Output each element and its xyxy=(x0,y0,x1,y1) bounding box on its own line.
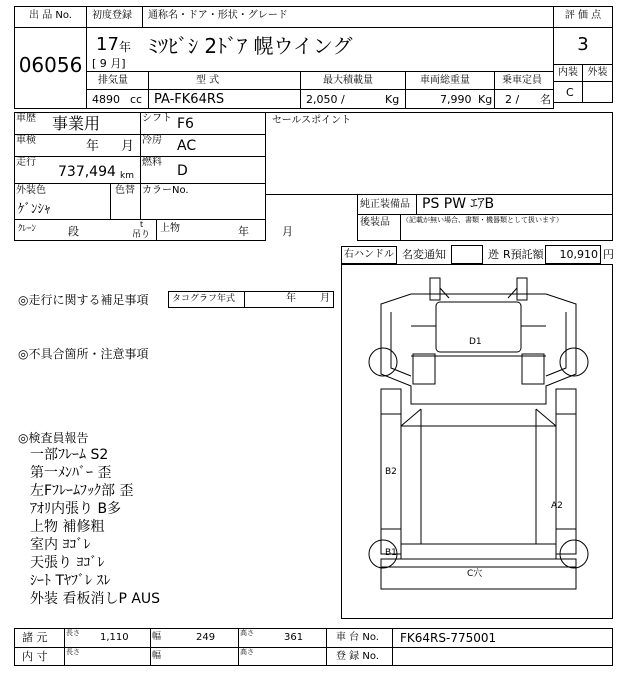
recycle-amount: 10,910 xyxy=(559,248,598,261)
inspection-year: 年 xyxy=(86,139,100,154)
cargo-body-shape xyxy=(401,404,556,559)
displacement-label: 排気量 xyxy=(98,75,128,86)
aftermarket-note: （記載が無い場合、書類・機器類として扱います） xyxy=(402,216,563,224)
tachograph-month: 月 xyxy=(320,293,330,304)
crane-dan: 段 xyxy=(68,225,79,238)
inspector-line: 第一ﾒﾝﾊﾞｰ 歪 xyxy=(30,465,112,481)
gross-weight: 7,990 xyxy=(440,93,472,106)
aftermarket-label: 後装品 xyxy=(360,217,390,228)
inner-length-label: 長さ xyxy=(66,648,80,656)
history-label: 車歴 xyxy=(16,113,36,124)
height-value: 361 xyxy=(284,632,304,643)
color-label: 外装色 xyxy=(16,185,46,196)
year-unit: 年 xyxy=(119,40,132,54)
inspector-line: 天張り ﾖｺﾞﾚ xyxy=(30,555,105,571)
name-label: 通称名・ドア・形状・グレード xyxy=(148,10,288,21)
crane-hanging: 吊り xyxy=(132,230,151,240)
rating-label: 評 価 点 xyxy=(564,10,602,21)
mileage: 737,494 xyxy=(58,164,116,180)
mileage-label: 走行 xyxy=(16,157,36,168)
mileage-unit: km xyxy=(120,171,134,181)
tachograph-label: タコグラフ年式 xyxy=(172,294,236,304)
inspector-line: ｼｰﾄ Tﾔﾌﾞﾚ ｽﾚ xyxy=(30,573,111,589)
inspector-line: 左Fﾌﾚｰﾑﾌｯｸ部 歪 xyxy=(30,483,134,499)
capacity-unit: 名 xyxy=(540,93,551,106)
max-load: 2,050 / xyxy=(306,93,345,106)
exterior-grade-cell xyxy=(582,81,613,103)
damage-mark: A2 xyxy=(551,501,563,511)
upper-year: 年 xyxy=(238,225,249,238)
inner-width-label: 幅 xyxy=(152,651,162,661)
yen-label: 円 xyxy=(603,248,614,261)
front-left-wheel-shape xyxy=(369,348,397,376)
inner-dims-label: 内 寸 xyxy=(22,650,48,663)
name-change-label: 名変通知 xyxy=(402,248,446,261)
history: 事業用 xyxy=(52,114,101,133)
recycle-label: R預託額 xyxy=(503,248,544,261)
lot-label: 出 品 No. xyxy=(29,10,72,21)
length-label: 長さ xyxy=(66,629,80,637)
inspector-line: 一部ﾌﾚｰﾑ S2 xyxy=(30,447,109,463)
upper-label: 上物 xyxy=(160,223,180,234)
shift: F6 xyxy=(177,116,194,132)
width-label: 幅 xyxy=(152,632,162,642)
registration-label: 登 録 No. xyxy=(336,651,379,662)
max-load-label: 最大積載量 xyxy=(323,75,373,86)
driving-notes-title: ◎走行に関する補足事項 xyxy=(18,293,149,307)
sales-point-label: セールスポイント xyxy=(272,115,352,126)
inspector-line: ｱｵﾘ内張り B多 xyxy=(30,501,122,517)
damage-mark: B1 xyxy=(385,548,397,558)
right-door-window-shape xyxy=(522,354,544,384)
shift-label: シフト xyxy=(142,113,172,124)
inspector-line: 室内 ﾖｺﾞﾚ xyxy=(30,537,91,553)
capacity: 2 / xyxy=(505,93,520,106)
color-change-label: 色替 xyxy=(115,185,135,196)
standard-label: 純正装備品 xyxy=(360,199,410,210)
inspection-month: 月 xyxy=(121,139,135,154)
right-mirror-shape xyxy=(517,278,527,300)
crane-t: t xyxy=(140,220,144,229)
height-label: 高さ xyxy=(240,629,254,637)
chassis-number: FK64RS-775001 xyxy=(400,631,497,645)
crane-label: ｸﾚｰﾝ xyxy=(18,224,37,234)
inner-height-label: 高さ xyxy=(240,648,254,656)
first-reg-label: 初度登録 xyxy=(92,10,132,21)
upper-month: 月 xyxy=(282,225,293,238)
inspection-label: 車検 xyxy=(16,135,36,146)
fuel: D xyxy=(177,163,188,179)
color-code-label: カラーNo. xyxy=(142,185,189,196)
front-right-wheel-shape xyxy=(560,348,588,376)
capacity-label: 乗車定員 xyxy=(502,75,542,86)
first-reg-month: [ 9 月] xyxy=(92,57,126,70)
length-value: 1,110 xyxy=(100,632,129,643)
inspector-line: 外装 看板消しP AUS xyxy=(30,591,161,607)
yen-mark: 迯 xyxy=(488,248,499,261)
first-reg-year: 17 xyxy=(96,34,119,55)
model-label: 型 式 xyxy=(196,75,220,86)
damage-mark: C穴 xyxy=(467,569,483,579)
gross-weight-label: 車両総重量 xyxy=(420,75,470,86)
inspector-line: 上物 補修粗 xyxy=(30,519,105,535)
ac-label: 冷房 xyxy=(142,135,162,146)
displacement-unit: cc xyxy=(130,93,143,106)
standard-equipment: PS PW ｴｱB xyxy=(422,196,495,212)
left-mirror-shape xyxy=(430,278,440,300)
damage-mark: D1 xyxy=(469,337,482,347)
defects-title: ◎不具合箇所・注意事項 xyxy=(18,347,149,361)
vehicle-name: ﾐﾂﾋﾞｼ 2ﾄﾞｱ 幌ウイング xyxy=(148,34,353,58)
chassis-label: 車 台 No. xyxy=(336,632,379,643)
inspector-title: ◎検査員報告 xyxy=(18,431,89,445)
tachograph-year: 年 xyxy=(286,293,296,304)
dims-label: 諸 元 xyxy=(22,631,48,644)
interior-grade: C xyxy=(566,86,574,99)
color: ｹﾞﾝｼｬ xyxy=(18,202,51,217)
rating-value: 3 xyxy=(577,34,589,55)
gross-weight-unit: Kg xyxy=(478,93,493,106)
exterior-label: 外装 xyxy=(587,67,608,78)
interior-label: 内装 xyxy=(558,67,578,78)
width-value: 249 xyxy=(196,632,216,643)
cab-outline-shape xyxy=(381,294,576,404)
truck-diagram xyxy=(341,264,613,619)
name-change-box xyxy=(451,245,483,264)
model: PA-FK64RS xyxy=(154,92,225,107)
lot-number: 06056 xyxy=(18,53,83,77)
ac: AC xyxy=(177,138,197,154)
displacement: 4890 xyxy=(92,93,120,106)
left-door-window-shape xyxy=(413,354,435,384)
rhd: 右ハンドル xyxy=(344,249,394,260)
fuel-label: 燃料 xyxy=(142,157,162,168)
max-load-unit: Kg xyxy=(385,93,400,106)
damage-mark: B2 xyxy=(385,467,397,477)
